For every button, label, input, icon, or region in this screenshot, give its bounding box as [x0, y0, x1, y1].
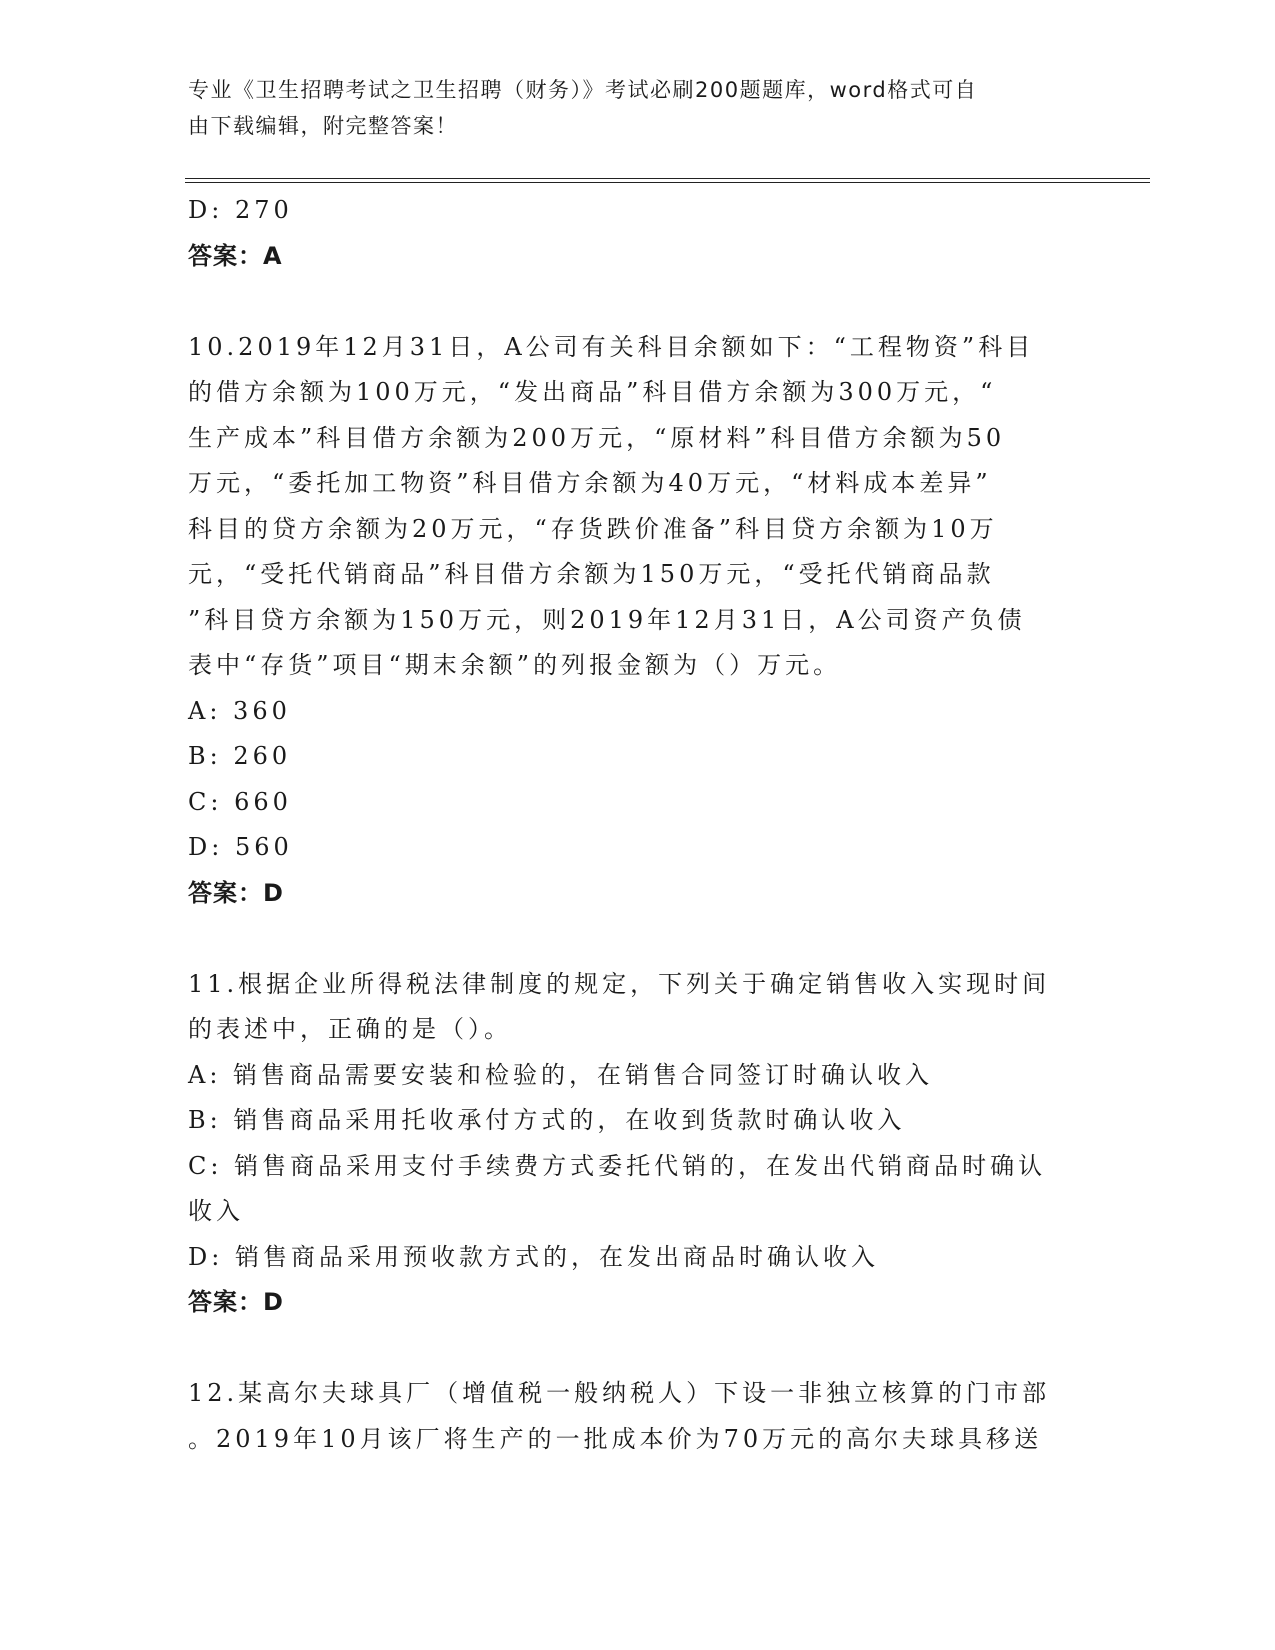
spacer	[188, 916, 1068, 962]
option-b: B: 销售商品采用托收承付方式的，在收到货款时确认收入	[188, 1106, 906, 1134]
previous-question-tail	[188, 188, 1068, 279]
question-text-line: 11.根据企业所得税法律制度的规定，下列关于确定销售收入实现时间	[188, 969, 1051, 998]
option-a: A: 360	[188, 696, 291, 725]
option-d: D: 560	[188, 833, 293, 861]
question-text-line: 12.某高尔夫球具厂（增值税一般纳税人）下设一非独立核算的门市部	[188, 1379, 1051, 1407]
header-divider	[185, 178, 1150, 179]
document-body	[188, 188, 1068, 1462]
question-text-line: 元，“受托代销商品”科目借方余额为150万元，“受托代销商品款	[188, 560, 995, 588]
option-d: D: 270	[188, 196, 293, 224]
question-text-line: 生产成本”科目借方余额为200万元，“原材料”科目借方余额为50	[188, 423, 1006, 452]
option-c: C: 销售商品采用支付手续费方式委托代销的，在发出代销商品时确认	[188, 1151, 1047, 1180]
question-text-line: 表中“存货”项目“期末余额”的列报金额为（）万元。	[188, 651, 842, 679]
question-11	[188, 962, 1068, 1326]
question-text-line: 万元，“委托加工物资”科目借方余额为40万元，“材料成本差异”	[188, 469, 992, 497]
question-10	[188, 325, 1068, 917]
option-b: B: 260	[188, 742, 292, 770]
header-divider	[185, 182, 1150, 183]
option-a: A: 销售商品需要安装和检验的，在销售合同签订时确认收入	[188, 1060, 934, 1089]
answer-line: 答案：A	[188, 241, 283, 270]
question-text-line: ”科目贷方余额为150万元，则2019年12月31日，A公司资产负债	[188, 605, 1026, 634]
question-text-line: 科目的贷方余额为20万元，“存货跌价准备”科目贷方余额为10万	[188, 514, 998, 543]
option-c: C: 660	[188, 787, 292, 816]
page-header	[188, 72, 1068, 144]
option-c-continued: 收入	[188, 1197, 244, 1225]
spacer	[188, 1326, 1068, 1372]
answer-line: 答案：D	[188, 878, 284, 907]
question-text-line: 10.2019年12月31日，A公司有关科目余额如下：“工程物资”科目	[188, 332, 1035, 361]
question-12	[188, 1371, 1068, 1462]
spacer	[188, 279, 1068, 325]
header-line: 专业《卫生招聘考试之卫生招聘（财务）》考试必刷200题题库，word格式可自	[188, 78, 978, 102]
question-text-line: 。2019年10月该厂将生产的一批成本价为70万元的高尔夫球具移送	[188, 1424, 1043, 1453]
question-text-line: 的借方余额为100万元，“发出商品”科目借方余额为300万元，“	[188, 378, 997, 406]
option-d: D: 销售商品采用预收款方式的，在发出商品时确认收入	[188, 1242, 879, 1271]
question-text-line: 的表述中，正确的是（）。	[188, 1015, 512, 1043]
answer-line: 答案：D	[188, 1288, 284, 1316]
header-line: 由下载编辑，附完整答案！	[188, 114, 458, 138]
